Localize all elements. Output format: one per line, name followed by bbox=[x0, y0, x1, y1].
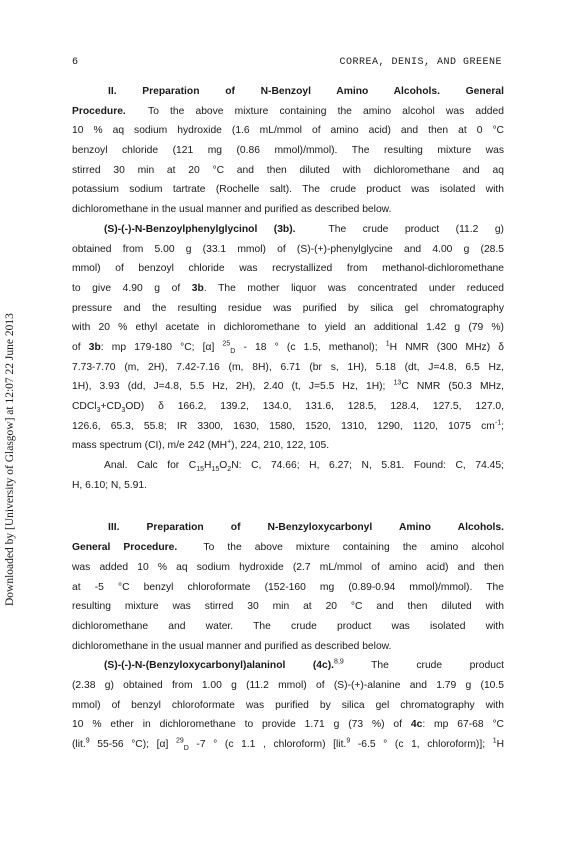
text-run: C NMR (50.3 MHz, bbox=[401, 381, 504, 393]
superscript: 13 bbox=[393, 379, 402, 387]
subscript: 3 bbox=[96, 407, 101, 415]
section-3-subtitle: General Procedure. bbox=[72, 542, 178, 554]
text-run: : mp 179-180 °C; [α] bbox=[100, 341, 223, 353]
compound-4c-title: (S)-(-)-N-(Benzyloxycarbonyl)alaninol (4c). bbox=[104, 660, 335, 672]
analysis-line bbox=[72, 456, 504, 476]
text-run: to give 4.90 g of bbox=[72, 282, 192, 294]
text-run: (lit. bbox=[72, 739, 86, 750]
text-run: To the above mixture containing the amino alcohol was added bbox=[148, 105, 504, 117]
subscript: D bbox=[183, 745, 189, 753]
compound-4c-paragraph bbox=[72, 656, 504, 754]
text-line: at -5 °C benzyl chloroformate (152-160 mg (0.89-0.94 mmol)/mmol). The bbox=[72, 581, 504, 593]
text-run: ), 224, 210, 122, 105. bbox=[231, 440, 330, 452]
text-run: - 18 ° (c 1.5, methanol); bbox=[235, 341, 386, 353]
section-2-heading bbox=[72, 82, 504, 102]
text-line bbox=[72, 715, 504, 735]
page-number: 6 bbox=[72, 57, 79, 68]
text-line: with 20 % ethyl acetate in dichloromethane to yield an additional 1.42 g (79 %) bbox=[72, 322, 504, 334]
analysis-line: H, 6.10; N, 5.91. bbox=[72, 479, 147, 491]
text-line: stirred 30 min at 20 °C and then diluted with dichloromethane and aq bbox=[72, 164, 504, 176]
superscript: 9 bbox=[85, 737, 90, 745]
text-run: The crude product bbox=[343, 660, 504, 672]
section-2-title: II. Preparation of N-Benzoyl Amino Alcohols. General bbox=[108, 86, 504, 97]
superscript: 8,9 bbox=[334, 658, 344, 666]
text-run: -7 ° (c 1.1 , chloroform) [lit. bbox=[188, 739, 347, 750]
compound-ref: 3b bbox=[191, 282, 204, 294]
text-run: O bbox=[219, 460, 228, 472]
text-run: The crude product (11.2 g) bbox=[328, 223, 504, 235]
text-run: : mp 67-68 °C bbox=[422, 719, 504, 731]
text-run: 1H), 3.93 (dd, J=4.8, 5.5 Hz, 2H), 2.40 (t, J=5.5 Hz, 1H); bbox=[72, 381, 394, 393]
text-run: H bbox=[496, 739, 505, 750]
superscript: 29 bbox=[175, 737, 184, 745]
download-watermark bbox=[4, 266, 20, 606]
download-note-text: Downloaded by [University of Glasgow] at 12:07 22 June 2013 bbox=[4, 313, 16, 606]
text-line: dichloromethane in the usual manner and purified as described below. bbox=[72, 204, 392, 216]
text-line bbox=[72, 338, 504, 358]
text-line: 10 % aq sodium hydroxide (1.6 mL/mmol of amino acid) and then at 0 °C bbox=[72, 125, 504, 137]
text-line bbox=[72, 538, 504, 558]
text-run: OD) δ 166.2, 139.2, 134.0, 131.6, 128.5, 128.4, 127.5, 127.0, bbox=[125, 401, 504, 412]
subscript: 15 bbox=[196, 466, 205, 474]
text-line: dichloromethane and water. The crude product was isolated with bbox=[72, 620, 504, 632]
body-text bbox=[72, 82, 504, 755]
superscript: + bbox=[227, 438, 232, 446]
text-line bbox=[72, 397, 504, 417]
text-line: potassium sodium tartrate (Rochelle salt). The crude product was isolated with bbox=[72, 184, 504, 196]
text-line bbox=[72, 436, 504, 456]
text-line: dichloromethane in the usual manner and purified as described below. bbox=[72, 640, 392, 652]
text-run: 55-56 °C); [α] bbox=[89, 739, 176, 750]
superscript: -1 bbox=[494, 419, 502, 427]
superscript: 25 bbox=[222, 340, 231, 348]
text-run: H bbox=[204, 460, 212, 472]
text-run: 126.6, 65.3, 55.8; IR 3300, 1630, 1580, 1520, 1310, 1290, 1120, 1075 cm bbox=[72, 420, 495, 432]
superscript: 1 bbox=[492, 737, 497, 745]
text-line: was added 10 % aq sodium hydroxide (2.7 mL/mmol of amino acid) and then bbox=[72, 561, 504, 573]
compound-ref: 4c bbox=[410, 719, 423, 731]
text-line: pressure and the resulting residue was purified by silica gel chromatography bbox=[72, 302, 504, 314]
text-line: resulting mixture was stirred 30 min at 20 °C and then diluted with bbox=[72, 601, 504, 613]
text-run: -6.5 ° (c 1, chloroform)]; bbox=[350, 739, 493, 750]
text-line: mmol) of benzoyl chloride was recrystallized from methanol-dichloromethane bbox=[72, 263, 504, 275]
text-run: Anal. Calc for C bbox=[104, 460, 197, 472]
text-line: (2.38 g) obtained from 1.00 g (11.2 mmol) of (S)-(+)-alanine and 1.79 g (10.5 bbox=[72, 679, 504, 691]
text-line: mmol) of benzyl chloroformate was purified by silica gel chromatography with bbox=[72, 699, 504, 711]
text-run: . The mother liquor was concentrated under reduced bbox=[203, 282, 504, 294]
text-run: 10 % ether in dichloromethane to provide 1.71 g (73 %) of bbox=[72, 719, 411, 731]
text-run: +CD bbox=[100, 401, 122, 412]
section-2-paragraph bbox=[72, 82, 504, 220]
section-2-subtitle: Procedure. bbox=[72, 105, 126, 117]
section-3-heading bbox=[72, 518, 504, 538]
section-gap bbox=[72, 495, 504, 518]
subscript: 2 bbox=[227, 466, 232, 474]
text-line bbox=[72, 377, 504, 397]
compound-ref: 3b bbox=[88, 341, 101, 353]
text-line bbox=[72, 735, 504, 755]
section-3-title: III. Preparation of N-Benzyloxycarbonyl Amino Alcohols. bbox=[108, 522, 504, 534]
text-run: To the above mixture containing the amino alcohol bbox=[203, 542, 504, 554]
text-line: 7.73-7.70 (m, 2H), 7.42-7.16 (m, 8H), 6.71 (br s, 1H), 5.18 (dt, J=4.8, 6.5 Hz, bbox=[72, 361, 504, 373]
compound-3b-paragraph bbox=[72, 220, 504, 496]
text-line: benzoyl chloride (121 mg (0.86 mmol)/mmol). The resulting mixture was bbox=[72, 145, 504, 157]
subscript: 3 bbox=[121, 407, 126, 415]
subscript: D bbox=[230, 347, 236, 355]
superscript: 9 bbox=[346, 737, 351, 745]
text-line bbox=[72, 102, 504, 122]
text-run: mass spectrum (CI), m/e 242 (MH bbox=[72, 440, 228, 452]
running-head: CORREA, DENIS, AND GREENE bbox=[339, 57, 502, 68]
text-run: CDCl bbox=[72, 401, 97, 412]
text-run: of bbox=[72, 341, 89, 353]
text-line: obtained from 5.00 g (33.1 mmol) of (S)-(+)-phenylglycine and 4.00 g (28.5 bbox=[72, 243, 504, 255]
compound-3b-title: (S)-(-)-N-Benzoylphenylglycinol (3b). bbox=[104, 223, 296, 235]
section-3-paragraph bbox=[72, 518, 504, 656]
text-line bbox=[72, 656, 504, 676]
subscript: 15 bbox=[211, 466, 220, 474]
text-line bbox=[72, 417, 504, 437]
text-line bbox=[72, 279, 504, 299]
superscript: 1 bbox=[385, 340, 390, 348]
text-run: ; bbox=[501, 420, 504, 432]
text-run: H NMR (300 MHz) δ bbox=[389, 341, 504, 353]
text-line bbox=[72, 220, 504, 240]
text-run: N: C, 74.66; H, 6.27; N, 5.81. Found: C, 74.45; bbox=[231, 460, 504, 472]
